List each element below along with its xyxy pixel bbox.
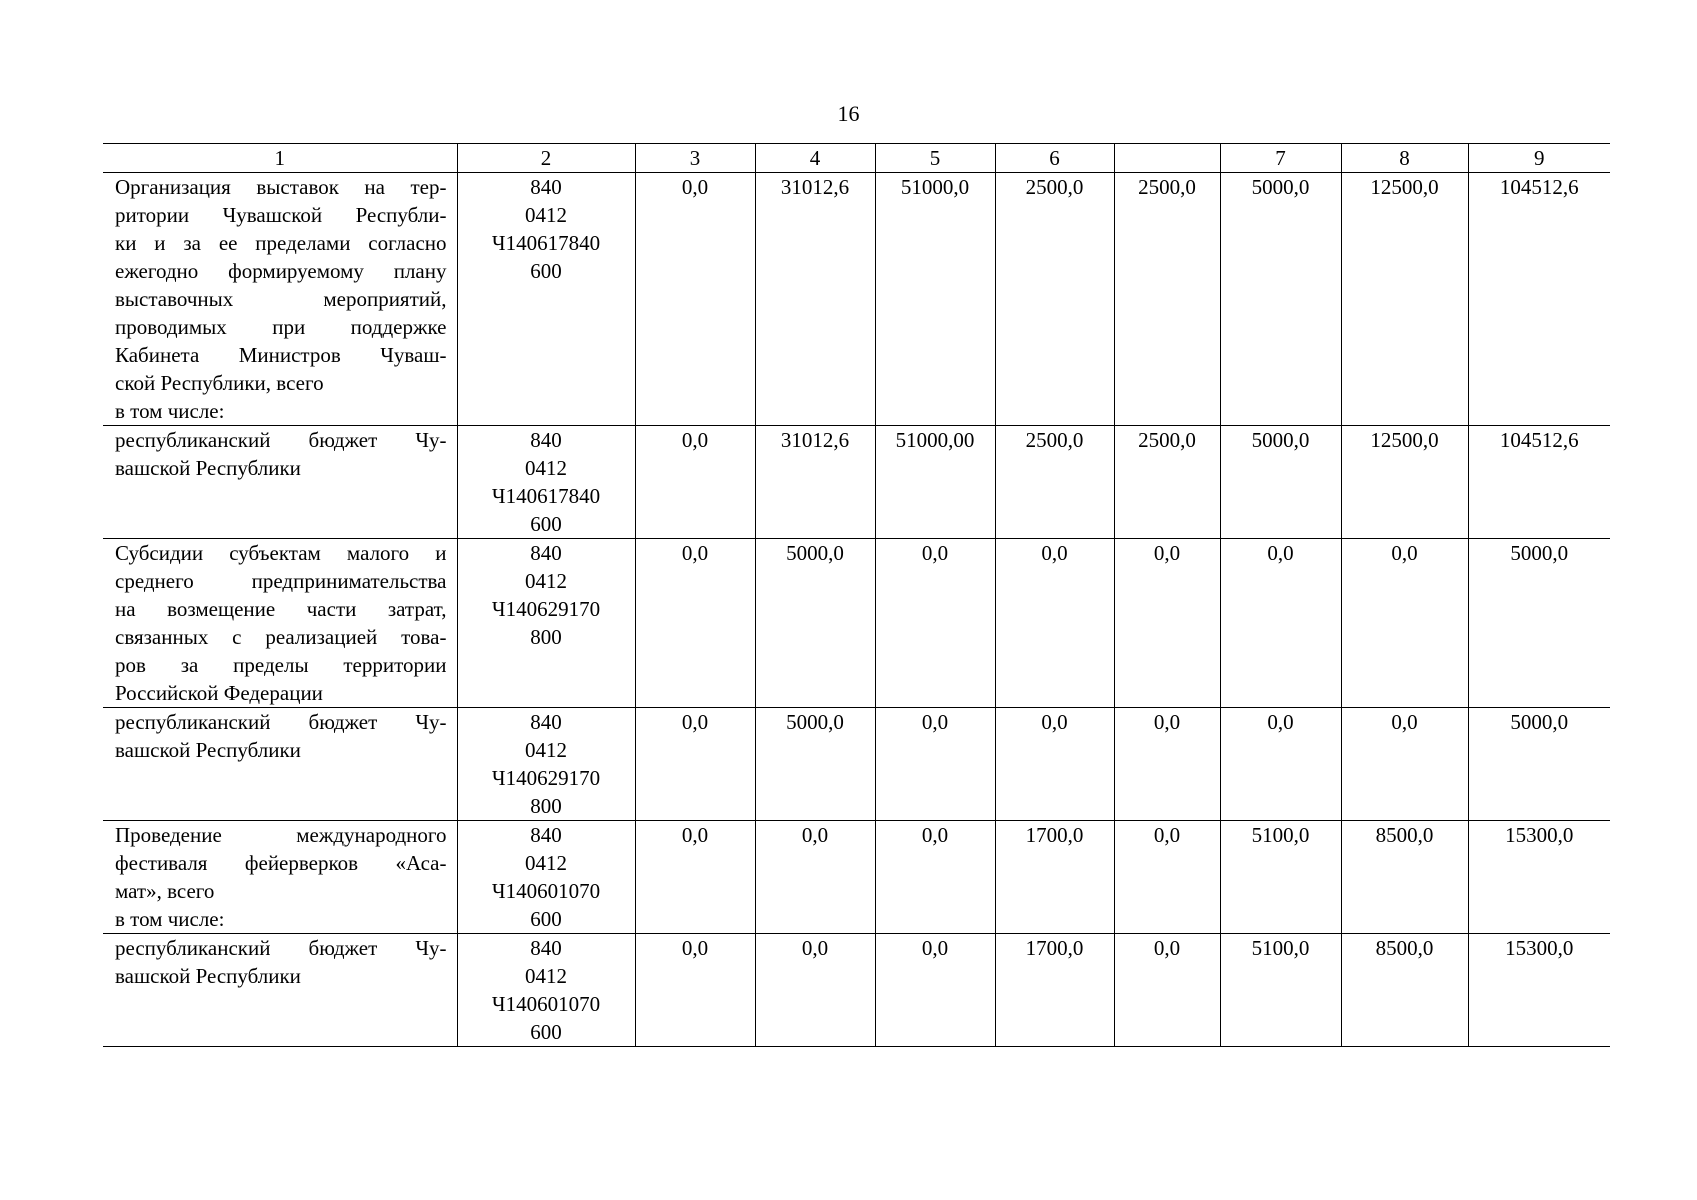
budget-code: 840 0412 Ч140629170 800: [457, 539, 635, 708]
value-cell: 0,0: [1114, 708, 1220, 821]
value-cell: 15300,0: [1468, 821, 1610, 934]
column-header: 6: [995, 144, 1114, 173]
column-header: 9: [1468, 144, 1610, 173]
value-cell: 0,0: [635, 708, 755, 821]
row-description: [103, 708, 457, 821]
value-cell: 5000,0: [1468, 539, 1610, 708]
value-cell: 5000,0: [755, 708, 875, 821]
value-cell: 8500,0: [1341, 934, 1468, 1047]
table-row: [103, 426, 1610, 539]
description-line: проводимых при поддержке: [115, 315, 447, 339]
description-line: выставочных мероприятий,: [115, 287, 447, 311]
value-cell: 104512,6: [1468, 173, 1610, 426]
value-cell: 1700,0: [995, 821, 1114, 934]
description-line: Кабинета Министров Чуваш-: [115, 343, 447, 367]
description-line: Организация выставок на тер-: [115, 175, 447, 199]
value-cell: 5000,0: [755, 539, 875, 708]
value-cell: 51000,00: [875, 426, 995, 539]
value-cell: 0,0: [635, 934, 755, 1047]
value-cell: 12500,0: [1341, 173, 1468, 426]
value-cell: 0,0: [635, 173, 755, 426]
value-cell: 0,0: [635, 426, 755, 539]
page-number: 16: [837, 101, 860, 126]
description-line: связанных с реализацией това-: [115, 625, 447, 649]
description-line: республиканский бюджет Чу-: [115, 936, 447, 960]
value-cell: 5000,0: [1220, 426, 1341, 539]
value-cell: 0,0: [875, 539, 995, 708]
value-cell: 15300,0: [1468, 934, 1610, 1047]
value-cell: 0,0: [995, 708, 1114, 821]
row-description: [103, 426, 457, 539]
table-row: [103, 708, 1610, 821]
description-line: республиканский бюджет Чу-: [115, 710, 447, 734]
description-line: вашской Республики: [115, 456, 301, 480]
header-row: [103, 144, 1610, 173]
description-line: в том числе:: [115, 907, 225, 931]
column-header: 7: [1220, 144, 1341, 173]
description-line: вашской Республики: [115, 738, 301, 762]
value-cell: 0,0: [755, 821, 875, 934]
description-line: ритории Чувашской Республи-: [115, 203, 447, 227]
value-cell: 0,0: [1114, 934, 1220, 1047]
table-row: [103, 539, 1610, 708]
description-line: ки и за ее пределами согласно: [115, 231, 447, 255]
value-cell: 0,0: [875, 934, 995, 1047]
value-cell: 0,0: [995, 539, 1114, 708]
value-cell: 2500,0: [1114, 426, 1220, 539]
description-line: фестиваля фейерверков «Аса-: [115, 851, 447, 875]
value-cell: 0,0: [1341, 708, 1468, 821]
value-cell: 51000,0: [875, 173, 995, 426]
value-cell: 2500,0: [995, 426, 1114, 539]
description-line: среднего предпринимательства: [115, 569, 447, 593]
row-description: [103, 173, 457, 426]
value-cell: 5000,0: [1468, 708, 1610, 821]
value-cell: 5000,0: [1220, 173, 1341, 426]
description-line: Российской Федерации: [115, 681, 323, 705]
row-description: [103, 934, 457, 1047]
description-line: Проведение международного: [115, 823, 447, 847]
value-cell: 2500,0: [1114, 173, 1220, 426]
row-description: [103, 821, 457, 934]
description-line: республиканский бюджет Чу-: [115, 428, 447, 452]
value-cell: 0,0: [875, 821, 995, 934]
description-line: ежегодно формируемому плану: [115, 259, 447, 283]
value-cell: 31012,6: [755, 426, 875, 539]
column-header: 3: [635, 144, 755, 173]
value-cell: 0,0: [635, 821, 755, 934]
column-header: [1114, 144, 1220, 173]
column-header: 5: [875, 144, 995, 173]
value-cell: 2500,0: [995, 173, 1114, 426]
value-cell: 8500,0: [1341, 821, 1468, 934]
value-cell: 0,0: [1114, 821, 1220, 934]
description-line: ров за пределы территории: [115, 653, 447, 677]
budget-code: 840 0412 Ч140629170 800: [457, 708, 635, 821]
value-cell: 12500,0: [1341, 426, 1468, 539]
value-cell: 0,0: [1341, 539, 1468, 708]
value-cell: 0,0: [755, 934, 875, 1047]
budget-code: 840 0412 Ч140601070 600: [457, 821, 635, 934]
value-cell: 104512,6: [1468, 426, 1610, 539]
table-row: [103, 934, 1610, 1047]
row-description: [103, 539, 457, 708]
description-line: вашской Республики: [115, 964, 301, 988]
budget-table: [103, 143, 1610, 1047]
value-cell: 0,0: [1114, 539, 1220, 708]
budget-code: 840 0412 Ч140601070 600: [457, 934, 635, 1047]
column-header: 4: [755, 144, 875, 173]
table-row: [103, 821, 1610, 934]
column-header: 2: [457, 144, 635, 173]
value-cell: 0,0: [1220, 708, 1341, 821]
description-line: в том числе:: [115, 399, 225, 423]
value-cell: 31012,6: [755, 173, 875, 426]
description-line: ской Республики, всего: [115, 371, 324, 395]
value-cell: 5100,0: [1220, 821, 1341, 934]
description-line: Субсидии субъектам малого и: [115, 541, 447, 565]
description-line: мат», всего: [115, 879, 215, 903]
column-header: 1: [103, 144, 457, 173]
budget-code: 840 0412 Ч140617840 600: [457, 426, 635, 539]
value-cell: 5100,0: [1220, 934, 1341, 1047]
description-line: на возмещение части затрат,: [115, 597, 447, 621]
table-row: [103, 173, 1610, 426]
value-cell: 0,0: [875, 708, 995, 821]
budget-code: 840 0412 Ч140617840 600: [457, 173, 635, 426]
value-cell: 0,0: [635, 539, 755, 708]
column-header: 8: [1341, 144, 1468, 173]
value-cell: 1700,0: [995, 934, 1114, 1047]
value-cell: 0,0: [1220, 539, 1341, 708]
